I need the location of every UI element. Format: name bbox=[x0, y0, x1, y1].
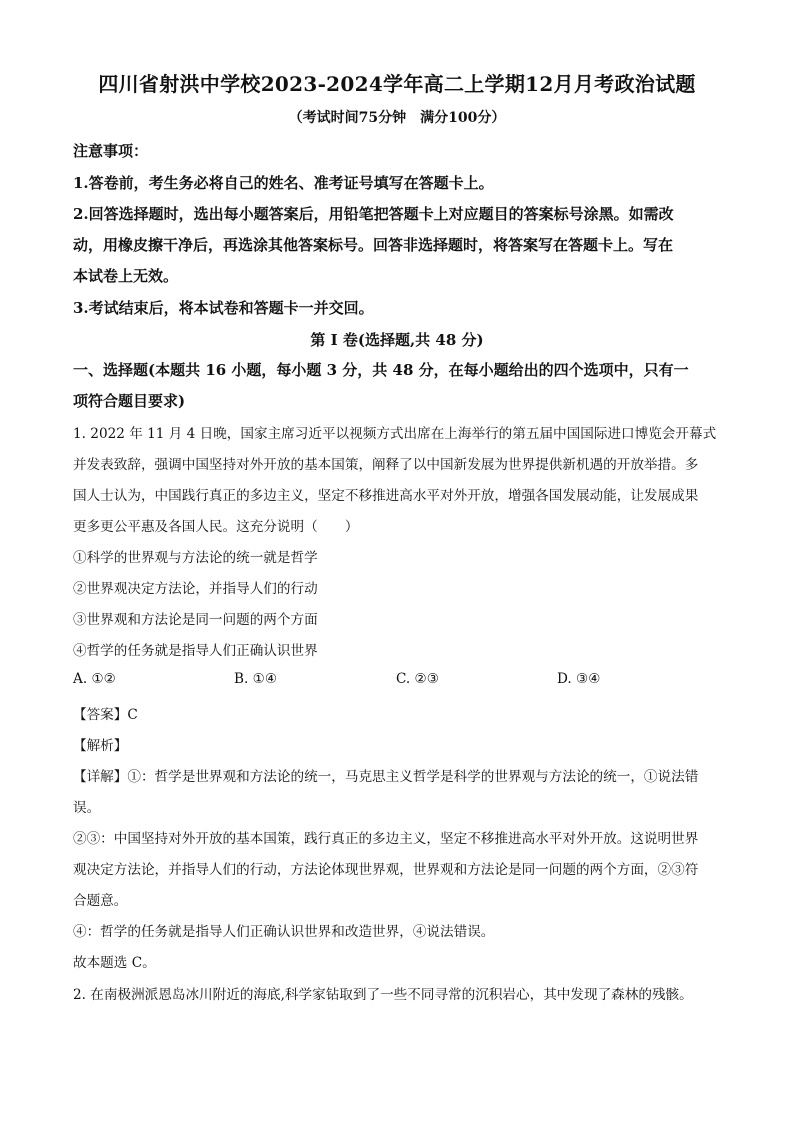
option-c: C. ②③ bbox=[396, 671, 439, 687]
detail-line: ④：哲学的任务就是指导人们正确认识世界和改造世界，④说法错误。 bbox=[73, 924, 495, 940]
question-1-statement: ④哲学的任务就是指导人们正确认识世界 bbox=[73, 643, 318, 659]
notice-line: 动，用橡皮擦干净后，再选涂其他答案标号。回答非选择题时，将答案写在答题卡上。写在 bbox=[73, 236, 674, 254]
answer-label: 【答案】 bbox=[73, 707, 128, 723]
detail-line: 故本题选 C。 bbox=[73, 955, 156, 971]
detail-line: ②③：中国坚持对外开放的基本国策，践行真正的多边主义，坚定不移推进高水平对外开放。这说明世界 bbox=[73, 831, 699, 847]
option-a: A. ①② bbox=[73, 671, 116, 687]
question-1-statement: ②世界观决定方法论，并指导人们的行动 bbox=[73, 581, 318, 597]
analysis-label: 【解析】 bbox=[73, 738, 128, 754]
section-heading-line: 一、选择题(本题共 16 小题，每小题 3 分，共 48 分，在每小题给出的四个选项中，只有一 bbox=[73, 361, 689, 379]
detail-line: 观决定方法论，并指导人们的行动，方法论体现世界观，世界观和方法论是同一问题的两个方面，②③符 bbox=[73, 862, 699, 878]
question-2-text: 2. 在南极洲派恩岛冰川附近的海底,科学家钻取到了一些不同寻常的沉积岩心，其中发现了森林的残骸。 bbox=[73, 987, 693, 1003]
part-title: 第 I 卷(选择题,共 48 分) bbox=[310, 331, 484, 349]
detail-line: 合题意。 bbox=[73, 893, 128, 909]
question-1-text: 更多更公平惠及各国人民。这充分说明（ ） bbox=[73, 519, 359, 535]
notice-heading: 注意事项： bbox=[73, 142, 149, 160]
answer-row bbox=[73, 703, 723, 723]
detail-line: 误。 bbox=[73, 800, 101, 816]
option-b: B. ①④ bbox=[234, 671, 278, 687]
notice-line: 3.考试结束后，将本试卷和答题卡一并交回。 bbox=[73, 299, 374, 317]
notice-line: 本试卷上无效。 bbox=[73, 267, 179, 285]
exam-subtitle: （考试时间75分钟 满分100分） bbox=[288, 110, 506, 126]
question-1-text: 国人士认为，中国践行真正的多边主义，坚定不移推进高水平对外开放，增强各国发展动能，让发展成果 bbox=[73, 488, 699, 504]
option-d: D. ③④ bbox=[557, 671, 601, 687]
notice-line: 2.回答选择题时，选出每小题答案后，用铅笔把答题卡上对应题目的答案标号涂黑。如需改 bbox=[73, 205, 674, 223]
detail-line: 【详解】①：哲学是世界观和方法论的统一，马克思主义哲学是科学的世界观与方法论的统一，①说法错 bbox=[73, 769, 699, 785]
question-1-text: 并发表致辞，强调中国坚持对外开放的基本国策，阐释了以中国新发展为世界提供新机遇的开放举措。多 bbox=[73, 457, 699, 473]
question-1-statement: ③世界观和方法论是同一问题的两个方面 bbox=[73, 612, 318, 628]
exam-title: 四川省射洪中学校2023-2024学年高二上学期12月月考政治试题 bbox=[98, 72, 696, 96]
section-heading-line: 项符合题目要求) bbox=[73, 392, 186, 410]
question-1-text: 1. 2022 年 11 月 4 日晚，国家主席习近平以视频方式出席在上海举行的第五届中国国际进口博览会开幕式 bbox=[73, 426, 717, 442]
notice-line: 1.答卷前，考生务必将自己的姓名、准考证号填写在答题卡上。 bbox=[73, 174, 494, 192]
question-1-statement: ①科学的世界观与方法论的统一就是哲学 bbox=[73, 550, 318, 566]
answer-value: C bbox=[127, 707, 138, 723]
